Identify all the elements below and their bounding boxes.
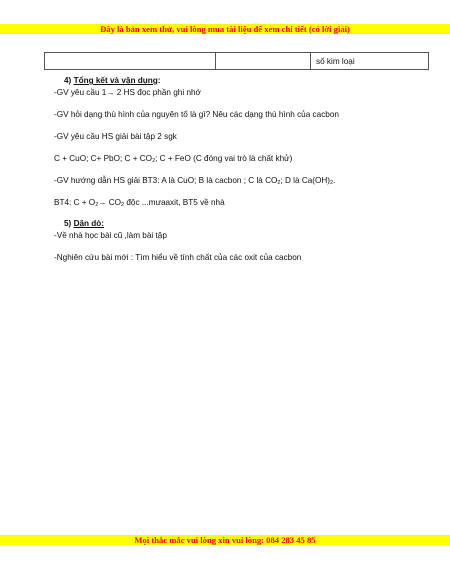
text-line: -GV hỏi dạng thù hình của nguyên tố là gì? Nêu các dạng thù hình của cacbon bbox=[54, 110, 339, 119]
contact-notice-banner: Mọi thắc mắc vui lòng xin vui lòng: 084 283 45 85 bbox=[0, 535, 450, 545]
table-divider bbox=[310, 53, 311, 69]
section-4-heading: 4) Tổng kết và vận dụng: bbox=[64, 76, 161, 85]
text-line: -Nghiên cứu bài mới : Tìm hiểu về tính chất của các oxit của cacbon bbox=[54, 253, 302, 262]
preview-notice-banner: Đây là bản xem thử, vui lòng mua tài liệu để xem chi tiết (có lời giải) bbox=[0, 24, 450, 34]
text-line: -Về nhà học bài cũ ,làm bài tập bbox=[54, 231, 167, 240]
text-line: -GV yêu cầu HS giải bài tập 2 sgk bbox=[54, 132, 177, 141]
text-line: C + CuO; C+ PbO; $C + CO_2$; C + FeO (C đóng vai trò là chất khử) bbox=[54, 154, 293, 164]
table-cell-text: số kim loại bbox=[316, 57, 355, 66]
section-5-heading: 5) Dặn dò: bbox=[64, 219, 105, 228]
text-line: -GV hướng dẫn HS giải BT3: A là CuO; B là cacbon ; C là $CO_2$; D là $Ca(OH)_2$. bbox=[54, 176, 336, 186]
text-line: -GV yêu cầu 1→ 2 HS đọc phần ghi nhớ bbox=[54, 88, 201, 97]
table-fragment bbox=[44, 52, 429, 70]
text-line: BT4: $C + O_2\to CO_2$ độc ...mưaaxit, BT5 về nhà bbox=[54, 198, 225, 208]
table-divider bbox=[215, 53, 216, 69]
